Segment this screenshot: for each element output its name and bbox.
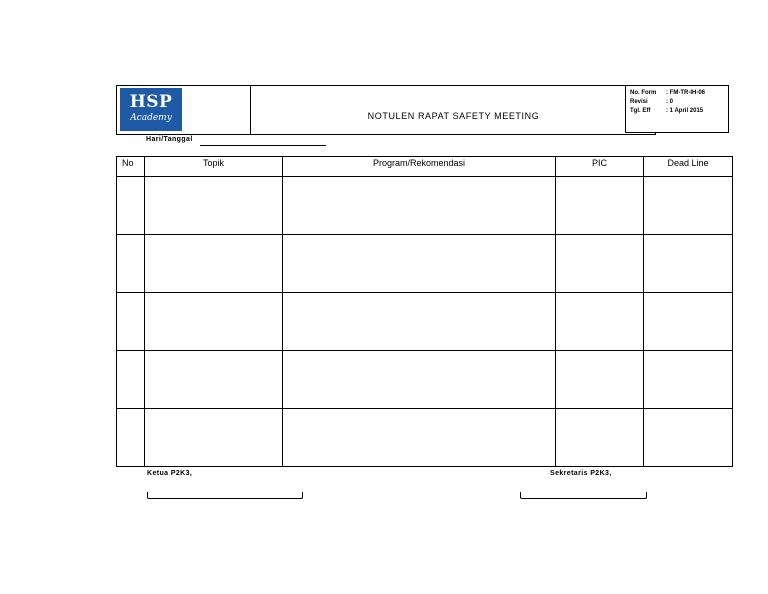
- cell-no[interactable]: [117, 409, 145, 467]
- form-info-row: [630, 98, 728, 107]
- chairman-signature-line[interactable]: [147, 492, 303, 499]
- document-title: NOTULEN RAPAT SAFETY MEETING: [367, 111, 540, 121]
- table-row: [117, 293, 733, 351]
- cell-topik[interactable]: [145, 235, 283, 293]
- cell-deadline[interactable]: [644, 409, 733, 467]
- logo-main-text: HSP: [129, 92, 173, 112]
- cell-deadline[interactable]: [644, 177, 733, 235]
- cell-program[interactable]: [283, 235, 556, 293]
- cell-topik[interactable]: [145, 293, 283, 351]
- table-header-row: [117, 157, 733, 177]
- table-row: [117, 235, 733, 293]
- column-header-topik: Topik: [145, 157, 283, 177]
- cell-deadline[interactable]: [644, 351, 733, 409]
- cell-topik[interactable]: [145, 409, 283, 467]
- cell-deadline[interactable]: [644, 293, 733, 351]
- cell-program[interactable]: [283, 293, 556, 351]
- secretary-signature-label: Sekretaris P2K3,: [550, 470, 612, 477]
- cell-no[interactable]: [117, 293, 145, 351]
- cell-pic[interactable]: [556, 177, 644, 235]
- cell-program[interactable]: [283, 351, 556, 409]
- secretary-signature-line[interactable]: [520, 492, 647, 499]
- table-row: [117, 409, 733, 467]
- date-input-line[interactable]: [200, 145, 326, 146]
- form-info-value: : 0: [666, 99, 674, 105]
- form-info-key: No. Form: [630, 90, 657, 96]
- logo-sub-text: Academy: [130, 113, 172, 123]
- cell-topik[interactable]: [145, 177, 283, 235]
- cell-no[interactable]: [117, 235, 145, 293]
- table-row: [117, 351, 733, 409]
- column-header-no: No: [117, 157, 145, 177]
- form-info-box: [625, 85, 729, 133]
- column-header-pic: PIC: [556, 157, 644, 177]
- cell-no[interactable]: [117, 351, 145, 409]
- form-info-value: : FM-TR-IH-06: [666, 90, 705, 96]
- cell-pic[interactable]: [556, 351, 644, 409]
- cell-pic[interactable]: [556, 293, 644, 351]
- cell-pic[interactable]: [556, 409, 644, 467]
- cell-program[interactable]: [283, 409, 556, 467]
- minutes-table: [116, 156, 733, 467]
- form-info-row: [630, 89, 728, 98]
- table-row: [117, 177, 733, 235]
- form-info-row: [630, 107, 728, 116]
- company-logo: [120, 88, 182, 131]
- cell-pic[interactable]: [556, 235, 644, 293]
- form-info-value: : 1 April 2015: [666, 108, 704, 114]
- column-header-deadline: Dead Line: [644, 157, 733, 177]
- cell-topik[interactable]: [145, 351, 283, 409]
- form-info-key: Revisi: [630, 99, 648, 105]
- chairman-signature-label: Ketua P2K3,: [147, 470, 193, 477]
- cell-program[interactable]: [283, 177, 556, 235]
- form-info-key: Tgl. Eff: [630, 108, 651, 114]
- cell-deadline[interactable]: [644, 235, 733, 293]
- column-header-program: Program/Rekomendasi: [283, 157, 556, 177]
- cell-no[interactable]: [117, 177, 145, 235]
- date-label: Hari/Tanggal: [146, 136, 193, 143]
